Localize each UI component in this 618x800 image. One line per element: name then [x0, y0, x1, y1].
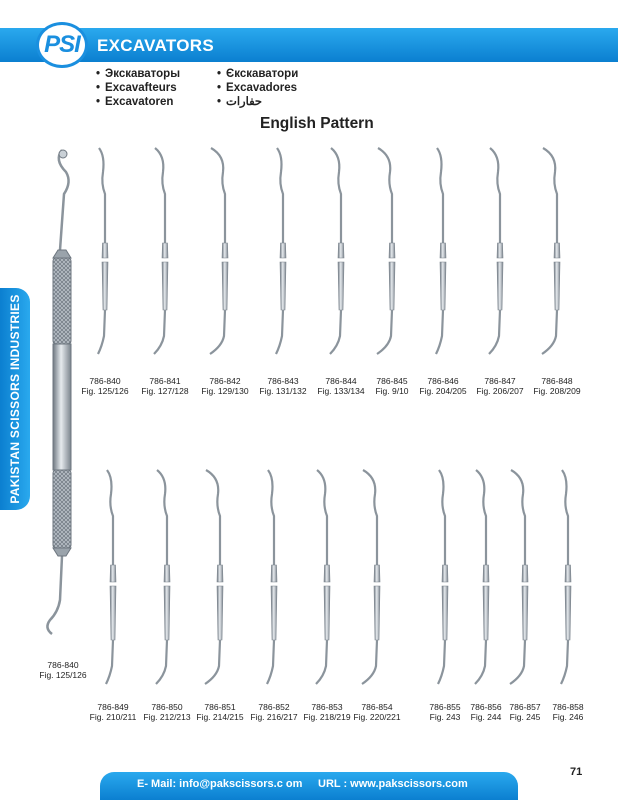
tool-shaft-bottom	[217, 586, 223, 640]
tool-tip-top	[211, 148, 225, 243]
tool-tip-top	[363, 470, 377, 565]
caption-fig: Fig. 9/10	[375, 386, 409, 396]
tool-shaft-bottom	[497, 262, 503, 310]
caption-code: 786-856	[470, 702, 502, 712]
tool-shaft-top	[483, 565, 489, 582]
instrument-tool	[316, 470, 330, 684]
instrument-tool	[510, 470, 528, 684]
caption-code: 786-848	[541, 376, 573, 386]
tool-tip-bottom	[542, 310, 557, 354]
caption-fig: Fig. 216/217	[250, 712, 298, 722]
tool-shaft-top	[565, 565, 571, 582]
instrument-tool	[475, 470, 489, 684]
handle-shaft	[53, 344, 71, 470]
instrument-tool	[436, 148, 446, 354]
caption-fig: Fig. 129/130	[201, 386, 249, 396]
handle-tip-ball	[59, 150, 67, 158]
instrument-tool	[542, 148, 560, 354]
tool-shaft-bottom	[271, 586, 277, 640]
tool-tip-bottom	[98, 310, 105, 354]
tool-shaft-top	[374, 565, 380, 582]
instrument-caption	[536, 702, 600, 722]
footer-url[interactable]: URL : www.pakscissors.com	[318, 778, 468, 790]
language-item: • Єкскаватори	[217, 67, 298, 81]
tool-shaft-top	[164, 565, 170, 582]
handle-instrument	[47, 150, 71, 634]
tool-tip-top	[490, 148, 500, 243]
caption-code: 786-840	[89, 376, 121, 386]
instrument-tool	[210, 148, 228, 354]
caption-code: 786-855	[429, 702, 461, 712]
language-item: • Excavafteurs	[96, 81, 180, 95]
tool-tip-top	[99, 148, 105, 243]
tool-tip-top	[331, 148, 341, 243]
tool-tip-top	[277, 148, 283, 243]
tool-tip-top	[157, 470, 167, 565]
instrument-tool	[156, 470, 170, 684]
tool-tip-top	[206, 470, 220, 565]
caption-code: 786-853	[311, 702, 343, 712]
tool-tip-bottom	[510, 640, 525, 684]
tool-tip-top	[437, 148, 443, 243]
instrument-tool	[205, 470, 223, 684]
caption-fig: Fig. 204/205	[419, 386, 467, 396]
instrument-tool	[362, 470, 380, 684]
tool-shaft-top	[338, 243, 344, 258]
instrument-tool	[267, 470, 277, 684]
logo-text: PSI	[44, 31, 80, 58]
tool-shaft-bottom	[565, 586, 571, 640]
instrument-tool	[154, 148, 168, 354]
caption-fig: Fig. 206/207	[476, 386, 524, 396]
tool-tip-bottom	[205, 640, 220, 684]
tool-shaft-bottom	[280, 262, 286, 310]
tool-shaft-top	[324, 565, 330, 582]
caption-fig: Fig. 245	[509, 712, 541, 722]
tool-tip-bottom	[362, 640, 377, 684]
instrument-caption	[251, 376, 315, 396]
caption-fig: Fig. 243	[429, 712, 461, 722]
instrument-caption	[345, 702, 409, 722]
handle-tip-bottom	[47, 556, 62, 634]
handle-caption	[31, 660, 95, 680]
caption-code: 786-844	[325, 376, 357, 386]
instrument-tool	[377, 148, 395, 354]
tool-tip-top	[476, 470, 486, 565]
tool-tip-top	[378, 148, 392, 243]
caption-fig: Fig. 214/215	[196, 712, 244, 722]
caption-code: 786-846	[427, 376, 459, 386]
instrument-caption	[525, 376, 589, 396]
caption-code: 786-852	[258, 702, 290, 712]
tool-shaft-bottom	[389, 262, 395, 310]
language-item: • Экскаваторы	[96, 67, 180, 81]
instrument-caption	[468, 376, 532, 396]
tool-shaft-bottom	[440, 262, 446, 310]
tool-tip-bottom	[436, 310, 443, 354]
language-item: • حفارات	[217, 95, 298, 109]
tool-tip-top	[268, 470, 274, 565]
instrument-tool	[489, 148, 503, 354]
tool-tip-bottom	[276, 310, 283, 354]
footer-email[interactable]: E- Mail: info@pakscissors.c om	[137, 778, 303, 790]
caption-fig: Fig. 131/132	[259, 386, 307, 396]
page-title: EXCAVATORS	[97, 36, 214, 55]
instrument-tool	[98, 148, 108, 354]
caption-code: 786-840	[47, 660, 79, 670]
tool-tip-top	[439, 470, 445, 565]
language-item: • Excavadores	[217, 81, 298, 95]
caption-code: 786-847	[484, 376, 516, 386]
tool-tip-bottom	[330, 310, 341, 354]
tool-tip-bottom	[156, 640, 167, 684]
caption-code: 786-850	[151, 702, 183, 712]
tool-tip-top	[511, 470, 525, 565]
tool-tip-top	[543, 148, 557, 243]
tool-tip-bottom	[438, 640, 445, 684]
tool-tip-bottom	[489, 310, 500, 354]
tool-tip-bottom	[267, 640, 274, 684]
handle-tip-top	[59, 150, 69, 250]
tool-shaft-bottom	[110, 586, 116, 640]
pattern-subtitle: English Pattern	[260, 115, 374, 132]
caption-fig: Fig. 127/128	[141, 386, 189, 396]
tool-tip-top	[107, 470, 113, 565]
side-tab-label: PAKISTAN SCISSORS INDUSTRIES	[8, 294, 22, 504]
tool-shaft-bottom	[164, 586, 170, 640]
caption-fig: Fig. 125/126	[81, 386, 129, 396]
instrument-tools	[98, 148, 571, 684]
tool-shaft-top	[497, 243, 503, 258]
tool-shaft-bottom	[324, 586, 330, 640]
handle-knurl-top	[53, 258, 71, 344]
caption-code: 786-858	[552, 702, 584, 712]
tool-tip-top	[155, 148, 165, 243]
instrument-tool	[276, 148, 286, 354]
language-item: • Excavatoren	[96, 95, 180, 109]
tool-tip-top	[317, 470, 327, 565]
instrument-caption	[73, 376, 137, 396]
instrument-tool	[106, 470, 116, 684]
tool-shaft-top	[522, 565, 528, 582]
caption-fig: Fig. 218/219	[303, 712, 351, 722]
tool-shaft-top	[389, 243, 395, 258]
tool-tip-bottom	[475, 640, 486, 684]
tool-shaft-top	[280, 243, 286, 258]
tool-shaft-top	[162, 243, 168, 258]
tool-tip-bottom	[154, 310, 165, 354]
instrument-caption	[193, 376, 257, 396]
tool-shaft-top	[217, 565, 223, 582]
tool-tip-bottom	[377, 310, 392, 354]
tool-shaft-bottom	[442, 586, 448, 640]
tool-shaft-bottom	[374, 586, 380, 640]
caption-fig: Fig. 244	[470, 712, 502, 722]
instrument-caption	[133, 376, 197, 396]
caption-code: 786-857	[509, 702, 541, 712]
instrument-tool	[561, 470, 571, 684]
instrument-tool	[330, 148, 344, 354]
caption-fig: Fig. 212/213	[143, 712, 191, 722]
tool-shaft-bottom	[222, 262, 228, 310]
caption-code: 786-843	[267, 376, 299, 386]
tool-shaft-bottom	[483, 586, 489, 640]
instrument-caption	[411, 376, 475, 396]
caption-code: 786-845	[376, 376, 408, 386]
tool-shaft-top	[271, 565, 277, 582]
caption-code: 786-841	[149, 376, 181, 386]
tool-shaft-top	[440, 243, 446, 258]
caption-code: 786-851	[204, 702, 236, 712]
page-number: 71	[570, 766, 583, 778]
tool-shaft-bottom	[162, 262, 168, 310]
tool-tip-top	[562, 470, 568, 565]
tool-tip-bottom	[210, 310, 225, 354]
tool-shaft-top	[554, 243, 560, 258]
tool-shaft-top	[442, 565, 448, 582]
caption-code: 786-854	[361, 702, 393, 712]
caption-fig: Fig. 133/134	[317, 386, 365, 396]
tool-tip-bottom	[561, 640, 568, 684]
tool-shaft-top	[110, 565, 116, 582]
tool-shaft-bottom	[338, 262, 344, 310]
caption-fig: Fig. 220/221	[353, 712, 401, 722]
tool-tip-bottom	[106, 640, 113, 684]
tool-shaft-top	[222, 243, 228, 258]
tool-shaft-bottom	[102, 262, 108, 310]
handle-knurl-bottom	[53, 470, 71, 548]
caption-code: 786-849	[97, 702, 129, 712]
instrument-tool	[438, 470, 448, 684]
tool-shaft-bottom	[522, 586, 528, 640]
tool-shaft-bottom	[554, 262, 560, 310]
caption-fig: Fig. 210/211	[89, 712, 137, 722]
caption-code: 786-842	[209, 376, 241, 386]
caption-fig: Fig. 125/126	[39, 670, 87, 680]
caption-fig: Fig. 246	[552, 712, 584, 722]
tool-tip-bottom	[316, 640, 327, 684]
caption-fig: Fig. 208/209	[533, 386, 581, 396]
tool-shaft-top	[102, 243, 108, 258]
